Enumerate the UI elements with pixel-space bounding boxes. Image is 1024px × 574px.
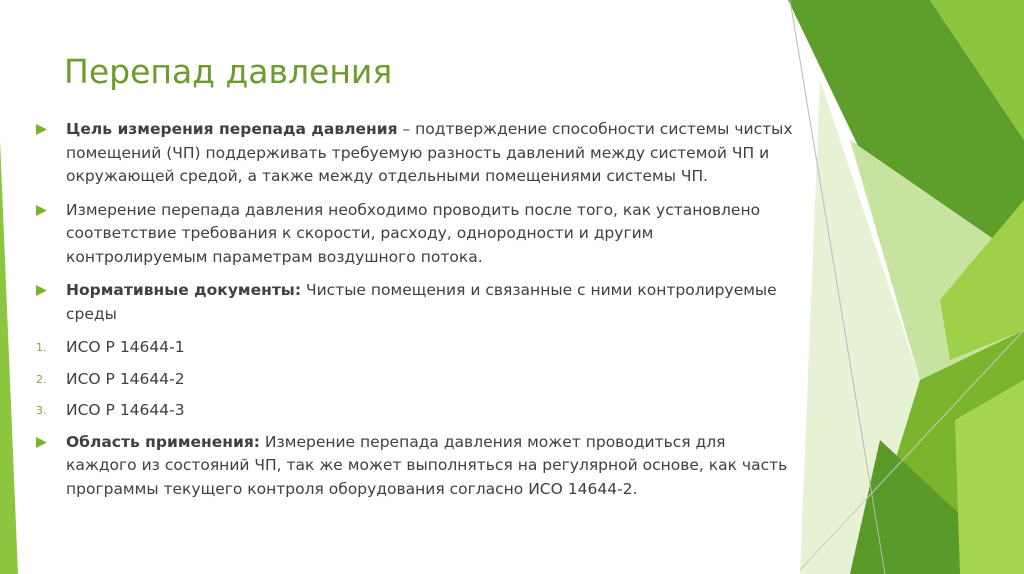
numbered-text: ИСО Р 14644-1 (66, 338, 185, 356)
triangle-bullet-icon (36, 205, 47, 216)
item-number: 1. (36, 341, 47, 354)
bullet-item (36, 199, 796, 270)
bullet-bold-text: Нормативные документы: (66, 281, 302, 299)
slide-title: Перепад давления (64, 52, 393, 91)
item-number: 3. (36, 404, 47, 417)
item-number: 2. (36, 372, 47, 386)
numbered-item (36, 368, 796, 392)
bullet-text: Измерение перепада давления необходимо проводить после того, как установлено соответствие требования к скорости, расходу, однородности и другим контролируемым параметрам воздушного потока. (66, 200, 761, 266)
numbered-text: ИСО Р 14644-2 (66, 369, 185, 388)
bullet-bold-text: Область применения: (66, 432, 260, 451)
numbered-text: ИСО Р 14644-3 (66, 401, 185, 419)
left-edge-triangle (0, 140, 18, 574)
bullet-text: Измерение перепада давления может проводиться для каждого из состояний ЧП, так же может выполняться на регулярной основе, как часть программы текущего контроля оборудования согласно ИСО 14644-2. (66, 432, 788, 498)
bullet-text: – подтверждение способности системы чистых помещений (ЧП) поддерживать требуемую разность давлений между системой ЧП и окружающей средой, а также между отдельными помещениями системы ЧП. (66, 120, 793, 185)
bullet-item (36, 279, 796, 326)
bullet-text: Чистые помещения и связанные с ними контролируемые среды (66, 281, 777, 323)
numbered-item (36, 336, 796, 360)
triangle-bullet-icon (36, 437, 47, 448)
triangle-bullet-icon (36, 285, 47, 296)
numbered-item (36, 399, 796, 423)
slide-content (36, 118, 796, 511)
triangle-bullet-icon (36, 124, 47, 135)
bullet-bold-text: Цель измерения перепада давления (66, 120, 398, 138)
bullet-item (36, 431, 796, 502)
bullet-item (36, 118, 796, 189)
